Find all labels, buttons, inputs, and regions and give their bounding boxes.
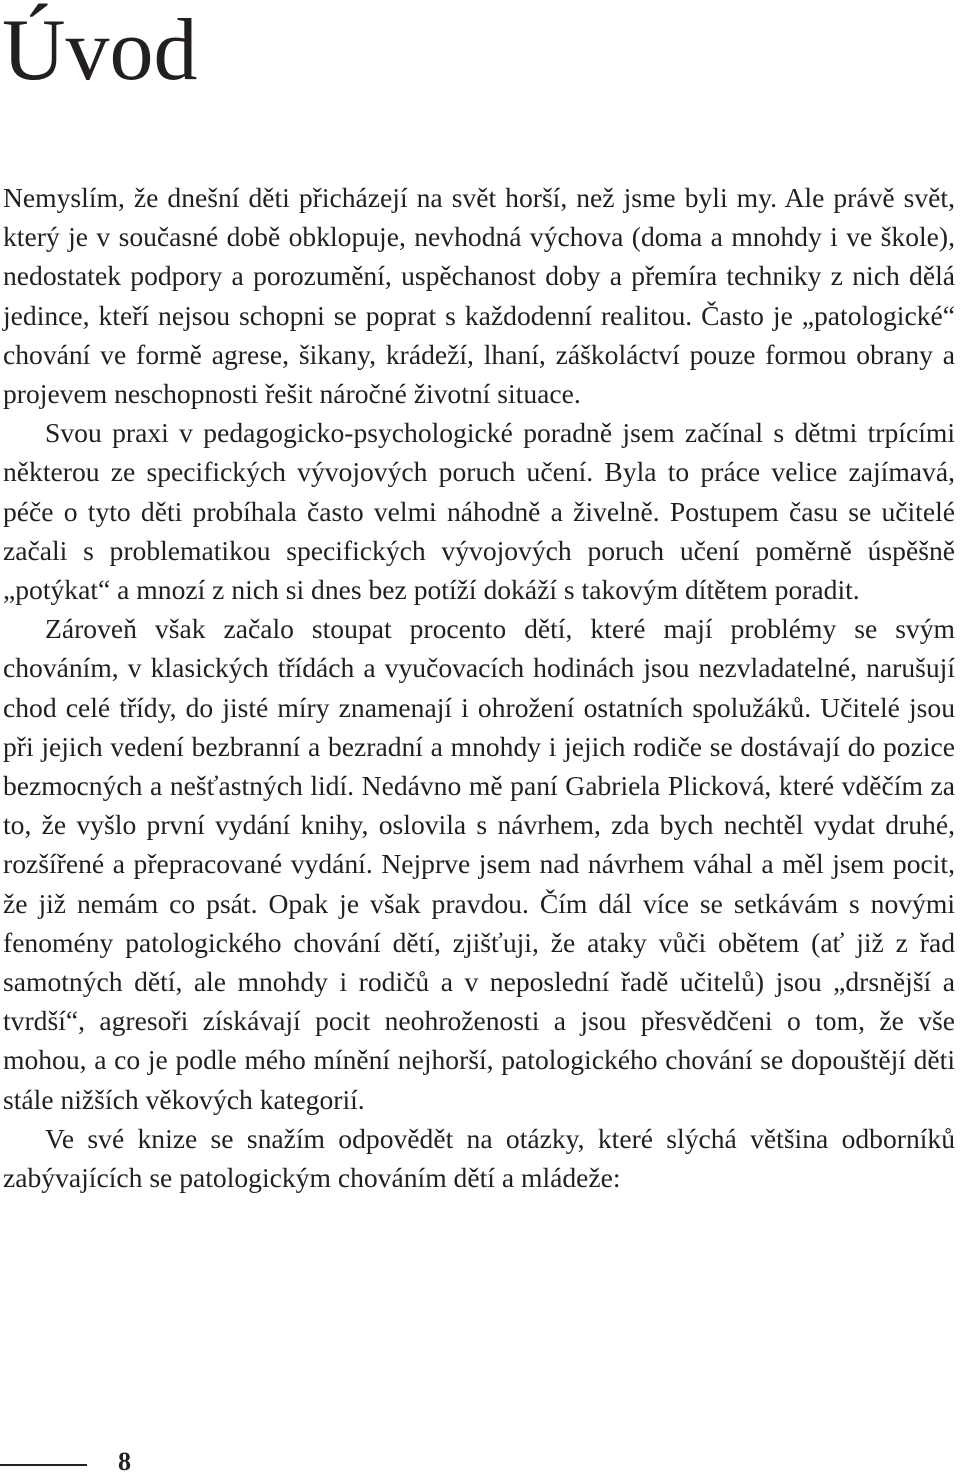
paragraph-1: Nemyslím, že dnešní děti přicházejí na svět horší, než jsme byli my. Ale právě svět, který je v současné době obklopuje, nevhodná výchova (doma a mnohdy i ve škole), nedostatek podpory a porozumění, uspěchanost doby a přemíra techniky z nich dělá jedince, kteří nejsou schopni se poprat s každodenní realitou. Často je „patologické“ chování ve formě agrese, šikany, krádeží, lhaní, záškoláctví pouze formou obrany a projevem neschopnosti řešit náročné životní situace. [3, 182, 955, 410]
paragraph-2: Svou praxi v pedagogicko-psychologické poradně jsem začínal s dětmi trpícími některou ze specifických vývojových poruch učení. Byla to práce velice zajímavá, péče o tyto děti probíhala často velmi náhodně a živelně. Postupem času se učitelé začali s problematikou specifických vývojových poruch učení poměrně úspěšně „potýkat“ a mnozí z nich si dnes bez potíží dokáží s takovým dítětem poradit. [3, 417, 955, 606]
body-text [3, 178, 955, 1197]
page-number: 8 [118, 1447, 131, 1476]
page-title: Úvod [2, 2, 198, 99]
paragraph-3: Zároveň však začalo stoupat procento dětí, které mají problémy se svým chováním, v klasických třídách a vyučovacích hodinách jsou nezvladatelné, narušují chod celé třídy, do jisté míry znamenají i ohrožení ostatních spolužáků. Učitelé jsou při jejich vedení bezbranní a bezradní a mnohdy i jejich rodiče se dostávají do pozice bezmocných a nešťastných lidí. Nedávno mě paní Gabriela Plicková, které vděčím za to, že vyšlo první vydání knihy, oslovila s návrhem, zda bych nechtěl vydat druhé, rozšířené a přepracované vydání. Nejprve jsem nad návrhem váhal a měl jsem pocit, že již nemám co psát. Opak je však pravdou. Čím dál více se setkávám s novými fenomény patologického chování dětí, zjišťuji, že ataky vůči obětem (ať již z řad samotných dětí, ale mnohdy i rodičů a v neposlední řadě učitelů) jsou „drsnější a tvrdší“, agresoři získávají pocit neohroženosti a jsou přesvědčeni o tom, že vše mohou, a co je podle mého mínění nejhorší, patologického chování se dopouštějí děti stále nižších věkových kategorií. [3, 613, 955, 1115]
footer-rule [0, 1464, 87, 1466]
paragraph-4: Ve své knize se snažím odpovědět na otázky, které slýchá většina odborníků zabývajících se patologickým chováním dětí a mládeže: [3, 1122, 955, 1194]
